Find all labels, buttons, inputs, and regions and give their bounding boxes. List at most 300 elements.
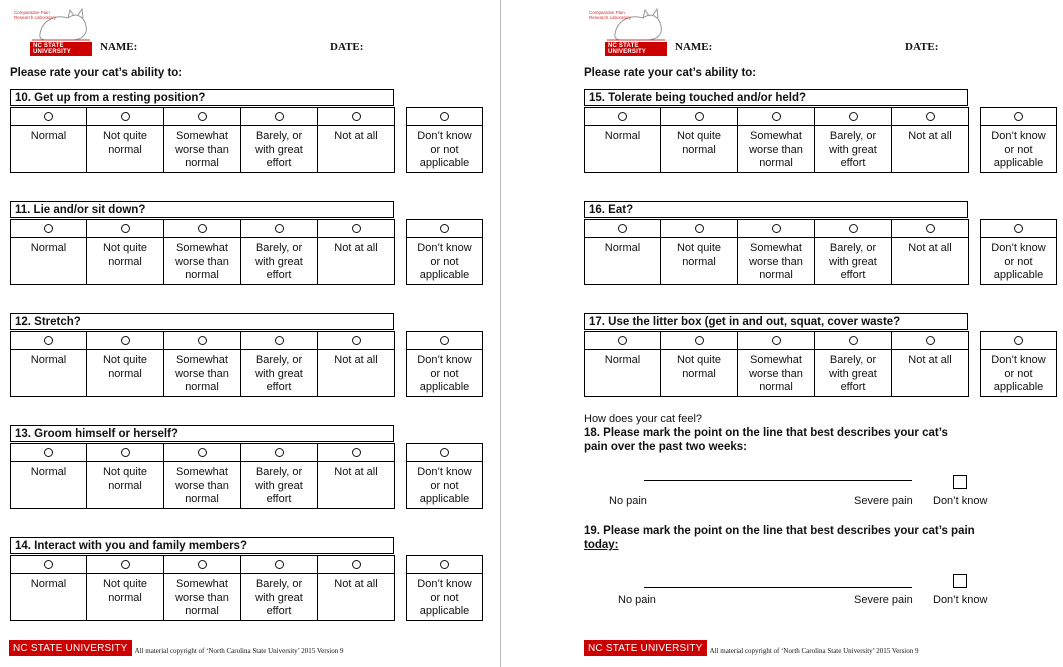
footer-copyright: All material copyright of ‘North Carolina State University’ 2015 Version 9 <box>134 647 344 655</box>
question-title: 11. Lie and/or sit down? <box>10 201 394 218</box>
option-label <box>164 350 240 396</box>
option-label <box>585 350 660 396</box>
option-label <box>87 126 163 172</box>
option-label-line: Not quite <box>102 354 148 366</box>
option-label-line: effort <box>840 157 866 169</box>
radio-button[interactable] <box>440 336 449 345</box>
option-label-line: worse than <box>749 255 803 268</box>
option-label-line: normal <box>108 367 142 380</box>
radio-cell <box>318 108 394 126</box>
radio-button[interactable] <box>352 560 361 569</box>
option-label-line: worse than <box>749 143 803 156</box>
radio-button[interactable] <box>772 112 781 121</box>
radio-cell <box>241 444 317 462</box>
lab-logo <box>12 6 92 55</box>
answer-option <box>318 555 395 621</box>
option-label-line: Not at all <box>334 130 378 142</box>
radio-button[interactable] <box>44 336 53 345</box>
radio-button[interactable] <box>275 112 284 121</box>
radio-button[interactable] <box>440 560 449 569</box>
radio-button[interactable] <box>1014 336 1023 345</box>
radio-button[interactable] <box>926 224 935 233</box>
option-label-line: Barely, or <box>255 130 303 142</box>
q18-pain-scale-line[interactable] <box>644 480 912 481</box>
radio-cell <box>892 108 968 126</box>
answer-option <box>10 555 87 621</box>
radio-cell <box>11 108 86 126</box>
radio-cell <box>815 220 891 238</box>
option-label-line: effort <box>840 381 866 393</box>
option-label-line: normal <box>185 493 219 505</box>
radio-cell <box>738 108 814 126</box>
option-label <box>11 350 86 396</box>
answer-grid <box>10 331 483 397</box>
option-label-line: effort <box>840 269 866 281</box>
answer-option <box>241 555 318 621</box>
option-label <box>661 350 737 396</box>
option-label <box>407 462 482 508</box>
radio-button[interactable] <box>121 448 130 457</box>
option-label <box>87 350 163 396</box>
option-label-line: or not <box>1004 367 1033 380</box>
option-label-line: effort <box>266 605 292 617</box>
option-label <box>738 126 814 172</box>
answer-option <box>87 107 164 173</box>
logo-line-1: Comparative Pain <box>589 10 625 15</box>
radio-cell <box>241 108 317 126</box>
name-label: NAME: <box>675 41 713 53</box>
radio-cell <box>407 108 482 126</box>
option-label-line: or not <box>430 367 459 380</box>
radio-button[interactable] <box>352 224 361 233</box>
answer-grid <box>584 107 1057 173</box>
radio-cell <box>318 556 394 574</box>
option-label-line: Don’t know <box>417 466 472 478</box>
radio-button[interactable] <box>695 224 704 233</box>
radio-cell <box>407 444 482 462</box>
option-label-line: with great <box>255 367 303 380</box>
option-label-line: with great <box>829 367 877 380</box>
option-label-line: with great <box>255 255 303 268</box>
option-label-line: applicable <box>419 493 470 505</box>
option-label-line: Barely, or <box>255 578 303 590</box>
q19-line-1: 19. Please mark the point on the line that best describes your cat’s pain <box>584 525 975 537</box>
radio-cell <box>815 108 891 126</box>
answer-option <box>164 555 241 621</box>
radio-button[interactable] <box>275 224 284 233</box>
option-label-line: or not <box>430 143 459 156</box>
option-label-line: effort <box>266 269 292 281</box>
q19-dont-know-checkbox[interactable] <box>953 574 967 588</box>
logo-line-1: Comparative Pain <box>14 10 50 15</box>
option-label <box>318 126 394 172</box>
answer-option <box>10 107 87 173</box>
answer-grid <box>10 555 483 621</box>
radio-button[interactable] <box>440 448 449 457</box>
option-label-line: Not at all <box>334 242 378 254</box>
q19-question <box>584 524 984 552</box>
radio-cell <box>11 332 86 350</box>
option-label-line: normal <box>185 269 219 281</box>
radio-button[interactable] <box>44 224 53 233</box>
answer-grid <box>10 107 483 173</box>
option-label-line: Not at all <box>908 242 952 254</box>
radio-cell <box>407 332 482 350</box>
radio-button[interactable] <box>198 336 207 345</box>
option-label-line: normal <box>185 605 219 617</box>
option-label <box>318 462 394 508</box>
ncsu-badge: NC STATE UNIVERSITY <box>605 42 667 56</box>
radio-button[interactable] <box>772 336 781 345</box>
option-label <box>661 238 737 284</box>
option-label-line: Not quite <box>102 130 148 142</box>
answer-option <box>241 107 318 173</box>
answer-option <box>87 331 164 397</box>
option-label-line: with great <box>829 255 877 268</box>
radio-button[interactable] <box>352 448 361 457</box>
answer-option <box>318 219 395 285</box>
page-right <box>532 0 1063 667</box>
radio-button[interactable] <box>352 112 361 121</box>
option-label-line: Not at all <box>908 130 952 142</box>
radio-button[interactable] <box>1014 224 1023 233</box>
option-label-line: worse than <box>175 367 229 380</box>
option-label-line: normal <box>759 269 793 281</box>
footer <box>9 640 343 656</box>
option-label-line: effort <box>266 157 292 169</box>
radio-button[interactable] <box>926 336 935 345</box>
answer-option <box>406 443 483 509</box>
option-label-line: Somewhat <box>750 130 802 142</box>
radio-cell <box>164 220 240 238</box>
answer-option <box>318 107 395 173</box>
option-label <box>815 126 891 172</box>
lab-logo <box>587 6 667 55</box>
option-label-line: Barely, or <box>255 354 303 366</box>
radio-cell <box>164 332 240 350</box>
radio-cell <box>318 220 394 238</box>
answer-option <box>980 107 1057 173</box>
radio-button[interactable] <box>121 112 130 121</box>
option-label <box>981 238 1056 284</box>
option-label-line: with great <box>255 479 303 492</box>
option-label-line: Somewhat <box>176 466 228 478</box>
radio-cell <box>164 556 240 574</box>
radio-button[interactable] <box>275 336 284 345</box>
logo-line-2: Research Laboratory <box>589 15 632 20</box>
option-label-line: Don’t know <box>417 578 472 590</box>
name-label: NAME: <box>100 41 138 53</box>
answer-grid <box>584 331 1057 397</box>
option-label-line: Not at all <box>908 354 952 366</box>
answer-grid <box>584 219 1057 285</box>
option-label <box>11 462 86 508</box>
option-label <box>318 574 394 620</box>
radio-cell <box>815 332 891 350</box>
option-label-line: Barely, or <box>829 242 877 254</box>
option-label <box>585 126 660 172</box>
radio-cell <box>11 444 86 462</box>
radio-cell <box>87 332 163 350</box>
radio-button[interactable] <box>121 560 130 569</box>
option-label-line: normal <box>682 255 716 268</box>
option-label-line: applicable <box>419 269 470 281</box>
radio-cell <box>318 332 394 350</box>
option-label <box>241 350 317 396</box>
radio-button[interactable] <box>121 336 130 345</box>
option-label <box>407 238 482 284</box>
radio-cell <box>11 556 86 574</box>
option-label-line: Not quite <box>102 578 148 590</box>
radio-cell <box>981 108 1056 126</box>
option-label <box>738 350 814 396</box>
answer-grid <box>10 219 483 285</box>
option-label-line: applicable <box>419 381 470 393</box>
radio-button[interactable] <box>44 448 53 457</box>
radio-cell <box>585 220 660 238</box>
option-label-line: Normal <box>604 354 641 366</box>
answer-option <box>980 331 1057 397</box>
q18-question <box>584 426 984 454</box>
option-label-line: Somewhat <box>176 242 228 254</box>
option-label <box>318 350 394 396</box>
radio-cell <box>981 220 1056 238</box>
page-left <box>0 0 531 667</box>
answer-grid <box>10 443 483 509</box>
radio-button[interactable] <box>440 224 449 233</box>
option-label-line: Normal <box>30 466 67 478</box>
answer-option <box>241 331 318 397</box>
answer-option <box>406 219 483 285</box>
radio-button[interactable] <box>695 336 704 345</box>
radio-button[interactable] <box>1014 112 1023 121</box>
radio-cell <box>87 220 163 238</box>
option-label <box>11 126 86 172</box>
radio-button[interactable] <box>352 336 361 345</box>
answer-option <box>892 107 969 173</box>
radio-button[interactable] <box>440 112 449 121</box>
radio-button[interactable] <box>849 224 858 233</box>
radio-cell <box>981 332 1056 350</box>
option-label-line: Barely, or <box>255 242 303 254</box>
q19-severe-pain-label: Severe pain <box>854 594 913 606</box>
radio-cell <box>661 332 737 350</box>
q19-dont-know-label: Don’t know <box>933 594 988 606</box>
option-label-line: Somewhat <box>176 354 228 366</box>
intro-text: Please rate your cat’s ability to: <box>584 67 757 79</box>
intro-text: Please rate your cat’s ability to: <box>10 67 183 79</box>
option-label-line: effort <box>266 381 292 393</box>
answer-option <box>406 555 483 621</box>
answer-option <box>10 331 87 397</box>
option-label-line: normal <box>108 255 142 268</box>
option-label-line: worse than <box>175 143 229 156</box>
option-label-line: worse than <box>175 591 229 604</box>
option-label-line: applicable <box>993 269 1044 281</box>
radio-button[interactable] <box>275 560 284 569</box>
option-label-line: Don’t know <box>991 130 1046 142</box>
answer-option <box>406 331 483 397</box>
feel-prompt: How does your cat feel? <box>584 413 703 425</box>
footer-ncsu-badge: NC STATE UNIVERSITY <box>9 640 132 656</box>
answer-option <box>87 219 164 285</box>
option-label-line: Don’t know <box>991 354 1046 366</box>
radio-button[interactable] <box>772 224 781 233</box>
option-label-line: Normal <box>30 242 67 254</box>
radio-button[interactable] <box>121 224 130 233</box>
option-label-line: Barely, or <box>829 130 877 142</box>
answer-option <box>241 443 318 509</box>
answer-option <box>241 219 318 285</box>
radio-cell <box>164 444 240 462</box>
radio-button[interactable] <box>618 112 627 121</box>
option-label <box>815 238 891 284</box>
option-label <box>164 462 240 508</box>
option-label-line: normal <box>682 143 716 156</box>
option-label-line: with great <box>829 143 877 156</box>
option-label-line: normal <box>759 381 793 393</box>
option-label-line: Don’t know <box>417 354 472 366</box>
answer-option <box>164 107 241 173</box>
option-label-line: with great <box>255 143 303 156</box>
question-title: 16. Eat? <box>584 201 968 218</box>
answer-option <box>661 107 738 173</box>
option-label-line: Not quite <box>676 354 722 366</box>
option-label <box>87 238 163 284</box>
option-label <box>11 238 86 284</box>
option-label <box>11 574 86 620</box>
option-label-line: normal <box>185 157 219 169</box>
option-label <box>318 238 394 284</box>
radio-cell <box>892 332 968 350</box>
option-label-line: Don’t know <box>991 242 1046 254</box>
answer-option <box>10 443 87 509</box>
answer-option <box>584 219 661 285</box>
radio-button[interactable] <box>618 336 627 345</box>
option-label-line: Somewhat <box>750 242 802 254</box>
option-label-line: applicable <box>993 157 1044 169</box>
option-label-line: effort <box>266 493 292 505</box>
answer-option <box>10 219 87 285</box>
answer-option <box>661 331 738 397</box>
option-label-line: worse than <box>175 255 229 268</box>
option-label <box>164 574 240 620</box>
radio-button[interactable] <box>198 224 207 233</box>
option-label <box>585 238 660 284</box>
option-label <box>892 126 968 172</box>
radio-cell <box>585 332 660 350</box>
question-title: 15. Tolerate being touched and/or held? <box>584 89 968 106</box>
question-title: 13. Groom himself or herself? <box>10 425 394 442</box>
radio-button[interactable] <box>275 448 284 457</box>
radio-button[interactable] <box>695 112 704 121</box>
answer-option <box>318 443 395 509</box>
date-label: DATE: <box>330 41 364 53</box>
radio-button[interactable] <box>44 112 53 121</box>
option-label-line: or not <box>1004 255 1033 268</box>
answer-option <box>661 219 738 285</box>
radio-button[interactable] <box>926 112 935 121</box>
answer-option <box>815 107 892 173</box>
option-label-line: applicable <box>419 157 470 169</box>
radio-cell <box>318 444 394 462</box>
radio-button[interactable] <box>849 336 858 345</box>
answer-option <box>164 331 241 397</box>
radio-cell <box>407 220 482 238</box>
option-label <box>164 238 240 284</box>
option-label-line: normal <box>108 143 142 156</box>
option-label <box>892 350 968 396</box>
option-label-line: normal <box>682 367 716 380</box>
option-label-line: Don’t know <box>417 130 472 142</box>
option-label <box>164 126 240 172</box>
answer-option <box>892 219 969 285</box>
option-label-line: Somewhat <box>750 354 802 366</box>
option-label <box>241 574 317 620</box>
answer-option <box>406 107 483 173</box>
answer-option <box>584 107 661 173</box>
option-label <box>87 462 163 508</box>
option-label-line: Not at all <box>334 578 378 590</box>
question-title: 12. Stretch? <box>10 313 394 330</box>
option-label <box>407 350 482 396</box>
option-label-line: Not quite <box>102 466 148 478</box>
q18-dont-know-checkbox[interactable] <box>953 475 967 489</box>
radio-cell <box>241 556 317 574</box>
option-label-line: or not <box>1004 143 1033 156</box>
option-label <box>87 574 163 620</box>
q18-line-2: pain over the past two weeks: <box>584 441 747 453</box>
option-label-line: Not quite <box>676 130 722 142</box>
option-label <box>241 238 317 284</box>
option-label-line: normal <box>185 381 219 393</box>
option-label-line: Not at all <box>334 354 378 366</box>
footer-copyright: All material copyright of ‘North Carolina State University’ 2015 Version 9 <box>709 647 919 655</box>
option-label <box>815 350 891 396</box>
q19-line-2: today: <box>584 539 619 551</box>
footer-ncsu-badge: NC STATE UNIVERSITY <box>584 640 707 656</box>
radio-button[interactable] <box>198 448 207 457</box>
answer-option <box>738 331 815 397</box>
option-label <box>738 238 814 284</box>
option-label-line: Somewhat <box>176 578 228 590</box>
radio-cell <box>661 220 737 238</box>
radio-button[interactable] <box>198 560 207 569</box>
radio-button[interactable] <box>849 112 858 121</box>
answer-option <box>815 331 892 397</box>
question-title: 10. Get up from a resting position? <box>10 89 394 106</box>
answer-option <box>87 443 164 509</box>
option-label-line: applicable <box>419 605 470 617</box>
answer-option <box>738 107 815 173</box>
option-label-line: applicable <box>993 381 1044 393</box>
option-label-line: Don’t know <box>417 242 472 254</box>
radio-cell <box>738 220 814 238</box>
logo-line-2: Research Laboratory <box>14 15 57 20</box>
option-label <box>981 126 1056 172</box>
radio-button[interactable] <box>44 560 53 569</box>
option-label-line: or not <box>430 255 459 268</box>
radio-button[interactable] <box>618 224 627 233</box>
option-label <box>241 126 317 172</box>
question-title: 17. Use the litter box (get in and out, squat, cover waste? <box>584 313 968 330</box>
option-label <box>892 238 968 284</box>
option-label-line: Normal <box>30 354 67 366</box>
radio-button[interactable] <box>198 112 207 121</box>
q19-pain-scale-line[interactable] <box>644 587 912 588</box>
answer-option <box>815 219 892 285</box>
option-label <box>407 574 482 620</box>
